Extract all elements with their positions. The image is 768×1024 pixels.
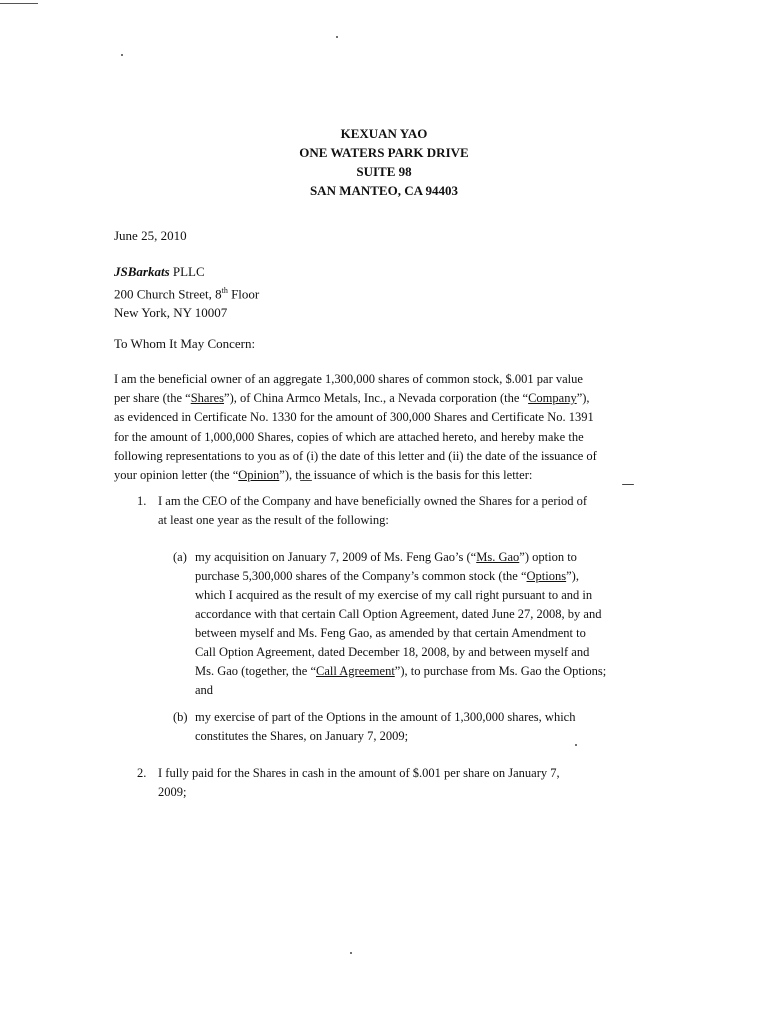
intro-line: following representations to you as of (i) the date of this letter and (ii) the date of the issuance of: [114, 448, 597, 463]
letter-date: June 25, 2010: [114, 228, 187, 243]
item-1b: [173, 708, 673, 746]
text-span: your opinion letter (the “: [114, 468, 239, 483]
recipient-firm-name: JSBarkats: [114, 264, 170, 279]
text-span: my acquisition on January 7, 2009 of Ms. Feng Gao’s (“: [195, 550, 477, 564]
item-number: 1.: [137, 494, 147, 508]
item-line: between myself and Ms. Feng Gao, as amended by that certain Amendment to: [195, 626, 586, 640]
defined-term-opinion: Opinion: [238, 468, 280, 483]
scan-speck: [336, 36, 338, 38]
scan-speck: [350, 952, 352, 954]
item-line: my exercise of part of the Options in the amount of 1,300,000 shares, which: [195, 710, 576, 724]
item-line: 2009;: [158, 785, 187, 799]
text-span: per share (the “: [114, 391, 191, 406]
recipient-firm-suffix: PLLC: [169, 264, 205, 279]
text-span: ”),: [576, 391, 590, 406]
intro-line: [114, 389, 644, 408]
item-line: at least one year as the result of the following:: [158, 513, 389, 527]
item-line: [195, 548, 673, 567]
item-line: accordance with that certain Call Option Agreement, dated June 27, 2008, by and: [195, 607, 602, 621]
item-line: and: [195, 683, 214, 697]
text-span: purchase 5,300,000 shares of the Company’s common stock (the “: [195, 569, 527, 583]
item-1a: [173, 548, 673, 700]
sender-suite: SUITE 98: [356, 164, 412, 179]
intro-paragraph: [114, 370, 644, 485]
item-number: 2.: [137, 766, 147, 780]
text-span: ”), to purchase from Ms. Gao the Options;: [394, 664, 607, 678]
letterhead: [0, 124, 768, 200]
recipient-address: [114, 262, 259, 322]
intro-line: [114, 466, 644, 485]
text-span: ”), the issuance of which is the basis for this letter:: [279, 468, 533, 483]
sender-street: ONE WATERS PARK DRIVE: [299, 145, 469, 160]
item-line: [195, 662, 673, 681]
item-2: [137, 764, 647, 802]
item-label: (a): [173, 550, 187, 564]
defined-term-options: Options: [526, 569, 567, 583]
item-line: I am the CEO of the Company and have beneficially owned the Shares for a period of: [158, 494, 588, 508]
item-line: Call Option Agreement, dated December 18, 2008, by and between myself and: [195, 645, 590, 659]
recipient-street: [114, 281, 259, 303]
scan-edge-mark: [0, 3, 38, 4]
salutation: To Whom It May Concern:: [114, 336, 256, 351]
item-line: which I acquired as the result of my exercise of my call right pursuant to and in: [195, 588, 593, 602]
text-span: ”),: [566, 569, 579, 583]
item-1: [137, 492, 647, 530]
item-line: I fully paid for the Shares in cash in the amount of $.001 per share on January 7,: [158, 766, 560, 780]
item-line: [195, 567, 673, 586]
intro-line: for the amount of 1,000,000 Shares, copies of which are attached hereto, and hereby make the: [114, 429, 584, 444]
defined-term-shares: Shares: [190, 391, 225, 406]
defined-term-call-agreement: Call Agreement: [316, 664, 395, 678]
sender-name: KEXUAN YAO: [340, 126, 428, 141]
defined-term-company: Company: [528, 391, 577, 406]
text-span: ”), of China Armco Metals, Inc., a Nevada corporation (the “: [224, 391, 529, 406]
defined-term-ms-gao: Ms. Gao: [476, 550, 520, 564]
recipient-firm: [114, 262, 259, 281]
recipient-street-floor: Floor: [227, 286, 260, 302]
intro-line: I am the beneficial owner of an aggregate 1,300,000 shares of common stock, $.001 par value: [114, 372, 583, 386]
text-span: ”) option to: [519, 550, 577, 564]
intro-line: as evidenced in Certificate No. 1330 for the amount of 300,000 Shares and Certificate No. 1391: [114, 410, 594, 425]
recipient-street-text: 200 Church Street, 8: [114, 286, 222, 302]
scan-speck: [121, 54, 123, 56]
recipient-city: New York, NY 10007: [114, 305, 228, 321]
item-label: (b): [173, 710, 188, 724]
recipient-street-sup: th: [221, 286, 228, 295]
text-span: Ms. Gao (together, the “: [195, 664, 316, 678]
sender-city: SAN MANTEO, CA 94403: [309, 183, 459, 198]
item-line: constitutes the Shares, on January 7, 2009;: [195, 729, 409, 743]
